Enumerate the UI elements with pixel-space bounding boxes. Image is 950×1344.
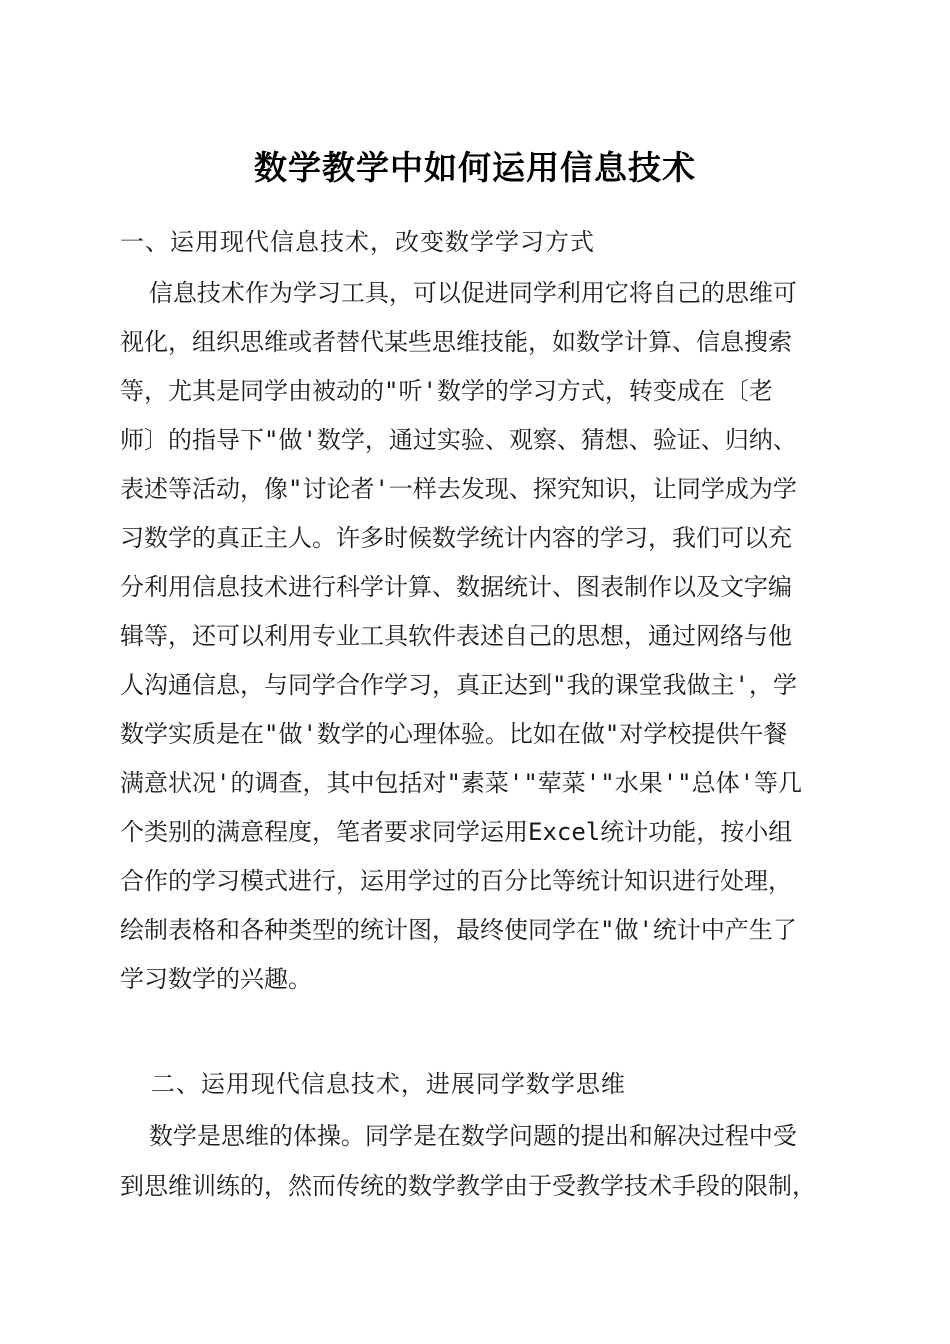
section-1-line-2: 视化，组织思维或者替代某些思维技能，如数学计算、信息搜索 xyxy=(120,328,792,356)
section-1-line-4: 师〕的指导下"做'数学，通过实验、观察、猜想、验证、归纳、 xyxy=(120,426,797,454)
section-1-line-5: 表述等活动，像"讨论者'一样去发现、探究知识，让同学成为学 xyxy=(120,475,797,503)
section-1-line-6: 习数学的真正主人。许多时候数学统计内容的学习，我们可以充 xyxy=(120,524,792,552)
section-1-line-10: 数学实质是在"做'数学的心理体验。比如在做"对学校提供午餐 xyxy=(120,720,788,748)
section-2-line-2: 到思维训练的，然而传统的数学教学由于受教学技术手段的限制， xyxy=(120,1172,816,1200)
section-1-line-3: 等，尤其是同学由被动的"听'数学的学习方式，转变成在〔老 xyxy=(120,377,773,405)
section-1-heading: 一、运用现代信息技术，改变数学学习方式 xyxy=(120,228,595,256)
document-title: 数学教学中如何运用信息技术 xyxy=(254,148,696,187)
section-1-line-8: 辑等，还可以利用专业工具软件表述自己的思想，通过网络与他 xyxy=(120,622,792,650)
section-1-line-12: 个类别的满意程度，笔者要求同学运用Excel统计功能，按小组 xyxy=(120,818,793,846)
section-1-line-7: 分利用信息技术进行科学计算、数据统计、图表制作以及文字编 xyxy=(120,573,792,601)
section-2-heading: 二、运用现代信息技术，进展同学数学思维 xyxy=(120,1070,626,1098)
section-1-line-14: 绘制表格和各种类型的统计图，最终使同学在"做'统计中产生了 xyxy=(120,916,797,944)
section-2-line-1: 数学是思维的体操。同学是在数学问题的提出和解决过程中受 xyxy=(120,1122,797,1150)
section-1-line-1: 信息技术作为学习工具，可以促进同学利用它将自己的思维可 xyxy=(120,279,797,307)
section-1-line-11: 满意状况'的调查，其中包括对"素菜'"荤菜'"水果'"总体'等几 xyxy=(120,769,803,797)
section-1-line-15: 学习数学的兴趣。 xyxy=(120,965,312,993)
section-1-line-13: 合作的学习模式进行，运用学过的百分比等统计知识进行处理， xyxy=(120,867,792,895)
section-1-line-9: 人沟通信息，与同学合作学习，真正达到"我的课堂我做主'，学 xyxy=(120,671,797,699)
